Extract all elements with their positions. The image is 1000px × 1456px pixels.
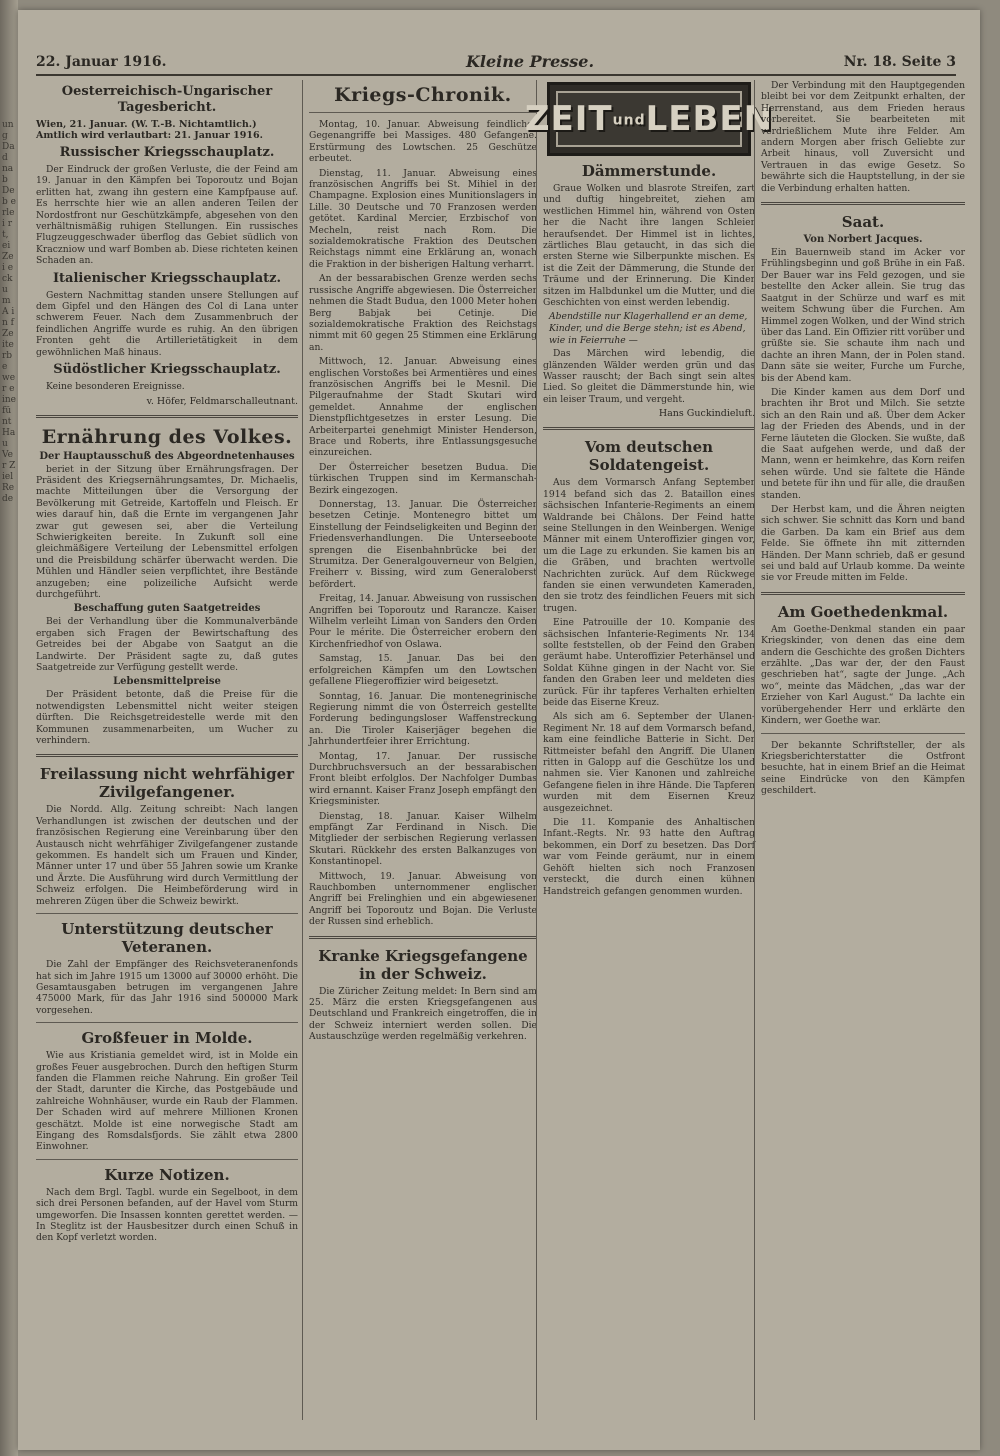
food-text: beriet in der Sitzung über Ernährungsfragen. Der Präsident des Kriegsernährungsamtes, Dr. Michaelis, machte Mitteilungen über die Versorgung der Bevölkerung mit Getreide, Kartoffeln und Fleisch. Er wies darauf hin, daß die Ernte im vergangenen Jahr zwar gut gewesen sei, aber die Verteilung Schwierigkeiten bereite. In Zukunft soll eine gleichmäßigere Verteilung der Lebensmittel erfolgen und die Preisbildung schärfer überwacht werden. Die Mühlen und Händler seien verpflichtet, ihre Bestände anzugeben; eine polizeiliche Aufsicht werde durchgeführt.: [36, 463, 298, 600]
goethe-monument-headline: Am Goethedenkmal.: [777, 602, 949, 621]
dusk-headline: Dämmerstunde.: [581, 162, 717, 180]
italian-theater-text: Gestern Nachmittag standen unsere Stellungen auf dem Gipfel und den Hängen des Col di Lana unter schwerem Feuer. Nach dem Zusammenbruch der feindlichen Angriffe wurde es ruhig. An den übrigen Fronten geht die Artillerietätigkeit in dem gewöhnlichen Maß hinaus.: [36, 289, 298, 358]
seed-headline: Saat.: [841, 213, 885, 232]
chronicle-entry: Montag, 10. Januar. Abweisung feindlicher Gegenangriffe bei Massiges. 480 Gefangene. Erstürmung des Lowtschen. 25 Geschütze erbeutet.: [309, 119, 537, 165]
chronicle-entry: Samstag, 15. Januar. Das bei den erfolgreichen Kämpfen um den Lowtschen gefallene Fliegeroffizier wird beigesetzt.: [309, 653, 537, 688]
sick-pow-headline: Kranke Kriegsgefangene in der Schweiz.: [318, 946, 528, 983]
soldier-spirit-text-3: Als sich am 6. September der Ulanen-Regiment Nr. 18 auf dem Vormarsch befand, kam eine feindliche Batterie in Sicht. Der Rittmeister befahl den Angriff. Die Ulanen ritten in Galopp auf die Geschütze los und nahmen sie. Vier Kanonen und zahlreiche Gefangene fielen in ihre Hände. Die Tapferen wurden mit dem Eisernen Kreuz ausgezeichnet.: [543, 711, 755, 814]
column-3: [524, 80, 774, 1420]
seed-author: Von Norbert Jacques.: [803, 234, 923, 246]
report-signature: v. Höfer, Feldmarschalleutnant.: [146, 395, 298, 407]
divider: [36, 415, 298, 418]
divider: [309, 112, 537, 113]
page-number: Nr. 18. Seite 3: [843, 54, 956, 70]
spine-fragment-text: ung Dad nab Deb erlei rt, ei Zei ecku m A in f Zeite rbe wer eine fünt Hau Ver Ziel Rede: [2, 120, 17, 504]
divider: [761, 202, 965, 205]
food-subheading: Der Hauptausschuß des Abgeordnetenhauses: [39, 450, 295, 462]
molde-fire-headline: Großfeuer in Molde.: [81, 1029, 253, 1048]
issue-date: 22. Januar 1916.: [36, 54, 167, 70]
masthead: [36, 52, 956, 76]
food-prices-text: Der Präsident betonte, daß die Preise für die notwendigsten Lebensmittel nicht weiter steigen dürften. Die Reichsgetreidestelle werde mit den Kommunen zusammenarbeiten, um Wucher zu verhindern.: [36, 689, 298, 747]
soldier-spirit-text-4: Die 11. Kompanie des Anhaltischen Infant.-Regts. Nr. 93 hatte den Auftrag bekommen, ein Dorf zu besetzen. Das Dorf war vom Feinde geräumt, nur in einem Gehöft hielten sich noch Franzosen versteckt, die durch einen kühnen Handstreich gefangen genommen wurden.: [543, 817, 755, 897]
soldier-spirit-headline: Vom deutschen Soldatengeist.: [584, 438, 714, 475]
southeast-theater-text: Keine besonderen Ereignisse.: [46, 381, 185, 393]
chronicle-entry: Sonntag, 16. Januar. Die montenegrinische Regierung nimmt die von Österreich gestellte Forderung bedingungsloser Waffenstreckung an. Die Tiroler Kaiserjäger begehen die Jahrhundertfeier ihrer Errichtung.: [309, 690, 537, 748]
column-4: [754, 80, 965, 1420]
short-notes-headline: Kurze Notizen.: [104, 1165, 230, 1184]
prisoner-release-text: Die Nordd. Allg. Zeitung schreibt: Nach langen Verhandlungen ist zwischen der deutschen und der französischen Regierung eine Vereinbarung über den Austausch nicht wehrfähiger Zivilgefangener zustande gekommen. Es handelt sich um Frauen und Kinder, Männer unter 17 und über 55 Jahren sowie um Kranke und Ärzte. Die Ausführung wird durch Vermittlung der Schweiz erfolgen. Die Heimbeförderung wird in mehreren Zügen über die Schweiz bewirkt.: [36, 804, 298, 907]
report-headline: Oesterreichisch-Ungarischer Tagesbericht.: [61, 84, 273, 115]
paper-title: Kleine Presse.: [466, 52, 595, 71]
seed-text-2: Die Kinder kamen aus dem Dorf und brachten ihr Brot und Milch. Sie setzte sich an den Rain und aß. Über dem Acker lag der Frieden des Abends, und in der Ferne läuteten die Glocken. Sie wußte, daß die Saat aufgehen werde, und daß der Mann, wenn er heimkehre, das Korn reifen sehen würde. Und sie faltete die Hände und betete für ihn und für alle, die draußen standen.: [761, 386, 965, 501]
short-notes-text: Nach dem Brgl. Tagbl. wurde ein Segelboot, in dem sich drei Personen befanden, auf der Havel vom Sturm umgeworfen. Die Insassen konnten gerettet werden. — In Steglitz ist der Hausbesitzer durch einen Schuß in den Kopf verletzt worden.: [36, 1186, 298, 1244]
zeit-und-leben-banner: [524, 82, 774, 156]
divider: [543, 427, 755, 430]
seed-grain-subheading: Beschaffung guten Saatgetreides: [73, 603, 261, 615]
chronicle-entry: An der bessarabischen Grenze werden sechs russische Angriffe abgewiesen. Die Österreicher nehmen die Stadt Budua, den 1000 Meter hohen Berg Babjak bei Cetinje. Die sozialdemokratische Fraktion des Reichstags nimmt mit 60 gegen 25 Stimmen eine Erklärung an.: [309, 273, 537, 353]
chronicle-entry: Montag, 17. Januar. Der russische Durchbruchsversuch an der bessarabischen Front bleibt erfolglos. Der Nachfolger Dumbas wird ernannt. Kaiser Franz Joseph empfängt den Kriegsminister.: [309, 750, 537, 808]
seed-grain-text: Bei der Verhandlung über die Kommunalverbände ergaben sich Fragen der Bewirtschaftung des Getreides bei der Abgabe von Saatgut an die Landwirte. Der Präsident sagte zu, daß gutes Saatgetreide zur Verfügung gestellt werde.: [36, 616, 298, 673]
chronicle-entry: Mittwoch, 12. Januar. Abweisung eines englischen Vorstoßes bei Armentières und eines französischen Angriffs bei le Mesnil. Die Pilgeraufnahme der Stadt Skutari wird gemeldet. Annahme der englischen Dienstpflichtgesetzes in erster Lesung. Die Arbeiterpartei genehmigt Minister Henderson, Brace und Roberts, ihre Entlassungsgesuche einzureichen.: [309, 356, 537, 459]
goethe-monument-text: Am Goethe-Denkmal standen ein paar Kriegskinder, von denen das eine dem andern die Geschichte des großen Dichters erzählte. „Das war der, der den Faust geschrieben hat“, sagte der Junge. „Ach wo“, meinte das Mädchen, „das war der Erzieher von Karl August.“ Da lachte ein vorübergehender Herr und erklärte den Kindern, wer Goethe war.: [761, 623, 965, 727]
divider: [761, 733, 965, 734]
dusk-text: Graue Wolken und blasrote Streifen, zart und duftig hingebreitet, ziehen am westlichen Himmel hin, während von Osten her die Nacht ihre langen Schleier heraufsendet. Der Himmel ist in lichtes, zärtliches Blau getaucht, in das sich die ersten Sterne wie Silberpunkte mischen. Es ist die Zeit der Dämmerung, die Stunde der Träume und der Erinnerung. Die Kinder sitzen im Halbdunkel um die Mutter, und die Geschichten von einst werden lebendig.: [543, 183, 755, 309]
chronicle-entry: Dienstag, 11. Januar. Abweisung eines französischen Angriffs bei St. Mihiel in der Champagne. Explosion eines Munitionslagers in Lille. 30 Deutsche und 70 Franzosen werden getötet. Kardinal Mercier, Erzbischof von Mecheln, reist nach Rom. Die sozialdemokratische Fraktion des Deutschen Reichstags nimmt eine Erklärung an, wonach die Fraktion in der bisherigen Haltung verharrt.: [309, 167, 537, 270]
divider: [36, 754, 298, 757]
banner-word-leben: LEBEN: [645, 99, 774, 139]
war-chronicle-headline: Kriegs-Chronik.: [334, 84, 512, 106]
banner-word-zeit: ZEIT: [524, 99, 613, 139]
chronicle-entry: Dienstag, 18. Januar. Kaiser Wilhelm empfängt Zar Ferdinand in Nisch. Die Mitglieder der serbischen Regierung verlassen Skutari. Rückkehr des ersten Balkanzuges von Konstantinopel.: [309, 810, 537, 868]
dusk-author: Hans Guckindieluft.: [658, 408, 755, 420]
veterans-text: Die Zahl der Empfänger des Reichsveteranenfonds hat sich im Jahre 1915 um 13000 auf 30000 erhöht. Die Gesamtausgaben betrugen im vergangenen Jahre 475000 Mark, für das Jahr 1916 sind 500000 Mark vorgesehen.: [36, 959, 298, 1016]
dusk-poem: Abendstille nur Klagerhallend er an deme, Kinder, und die Berge stehn; ist es Abend, wie in Feierruhe —: [549, 311, 748, 346]
molde-fire-text: Wie aus Kristiania gemeldet wird, ist in Molde ein großes Feuer ausgebrochen. Durch den heftigen Sturm fanden die Flammen reiche Nahrung. Ein großer Teil der Stadt, darunter die Kirche, das Postgebäude und zahlreiche Wohnhäuser, wurde ein Raub der Flammen. Der Schaden wird auf mehrere Millionen Kronen geschätzt. Molde ist eine norwegische Stadt am Eingang des Romsdalsfjords. Sie zählt etwa 2800 Einwohner.: [36, 1050, 298, 1153]
goethe-footer-text: Der bekannte Schriftsteller, der als Kriegsberichterstatter die Ostfront besuchte, hat in einem Brief an die Heimat seine Eindrücke von den Kämpfen geschildert.: [761, 739, 965, 797]
russian-theater-heading: Russischer Kriegsschauplatz.: [59, 145, 275, 160]
italian-theater-heading: Italienischer Kriegsschauplatz.: [52, 270, 282, 286]
continued-text: Der Verbindung mit den Hauptgegenden bleibt bei vor dem Zeitpunkt erhalten, der Herrenstand, aus dem Frieden heraus vorbereitet. Sie bearbeiteten mit verdrießlichem Mute ihre Felder. Am andern Morgen aber frisch Geliebte zur Arbeit hinaus, voll Zuversicht und Vertrauen in das ewige Gesetz. So bewährte sich die Hauptstellung, in der sie die Verbindung erhalten hatten.: [761, 80, 965, 194]
sick-pow-text: Die Züricher Zeitung meldet: In Bern sind am 25. März die ersten Kriegsgefangenen aus Deutschland und Frankreich eingetroffen, die in der Schweiz interniert werden sollen. Die Austauschzüge werden regelmäßig verkehren.: [309, 985, 537, 1043]
soldier-spirit-text-2: Eine Patrouille der 10. Kompanie des sächsischen Infanterie-Regiments Nr. 134 sollte feststellen, ob der Feind den Graben geräumt habe. Unteroffizier Peterhänsel und Soldat Kühne gingen in der Nacht vor. Sie fanden den Graben leer und meldeten dies zurück. Für ihr tapferes Verhalten erhielten beide das Eiserne Kreuz.: [543, 617, 755, 708]
prisoner-release-headline: Freilassung nicht wehrfähiger Zivilgefangener.: [39, 765, 295, 802]
seed-text-3: Der Herbst kam, und die Ähren neigten sich schwer. Sie schnitt das Korn und band die Garben. Da kam ein Brief aus dem Felde. Sie öffnete ihn mit zitternden Händen. Der Mann schrieb, daß er gesund sei und bald auf Urlaub komme. Da weinte sie vor Freude mitten im Felde.: [761, 504, 965, 584]
divider: [36, 1022, 298, 1023]
divider: [36, 913, 298, 914]
divider: [36, 1159, 298, 1160]
southeast-theater-heading: Südöstlicher Kriegsschauplatz.: [53, 362, 281, 378]
chronicle-entry: Der Österreicher besetzen Budua. Die türkischen Truppen sind im Kermanschah-Bezirk eingezogen.: [309, 461, 537, 496]
food-prices-subheading: Lebensmittelpreise: [113, 676, 221, 688]
page-spine: [0, 0, 18, 1456]
soldier-spirit-text: Aus dem Vormarsch Anfang September 1914 befand sich das 2. Bataillon eines sächsischen Infanterie-Regiments an einem Waldrande bei Châlons. Der Feind hatte seine Stellungen in den Weinbergen. Wenige Männer mit einem Unteroffizier gingen vor, um die Lage zu erkunden. Sie kamen bis an die Gräben, und brachten wertvolle Nachrichten zurück. Auf dem Rückwege fanden sie einen verwundeten Kameraden, den sie trotz des feindlichen Feuers mit sich trugen.: [543, 477, 755, 614]
veterans-headline: Unterstützung deutscher Veteranen.: [61, 920, 273, 957]
seed-text: Ein Bauernweib stand im Acker vor Frühlingsbeginn und goß Brühe in ein Faß. Der Bauer war ins Feld gezogen, und sie bestellte den Acker allein. Sie trug das Saatgut in der Schürze und warf es mit weitem Schwung über die Furchen. Am Himmel zogen Wolken, und der Wind strich über das Land. Ein Offizier ritt vorüber und grüßte sie. Sie schaute ihm nach und dachte an ihren Mann, der in Polen stand. Dann säte sie weiter, Furche um Furche, bis der Abend kam.: [761, 247, 965, 384]
food-headline: Ernährung des Volkes.: [41, 425, 293, 448]
chronicle-entry: Mittwoch, 19. Januar. Abweisung von Rauchbomben unternommener englischer Angriff bei Frelinghien und ein abgewiesener Angriff bei Toporoutz und Bojan. Die Verluste der Russen sind erheblich.: [309, 870, 537, 928]
banner-word-und: und: [612, 112, 646, 129]
dusk-text-2: Das Märchen wird lebendig, die glänzenden Wälder werden grün und das Wasser rauscht; der Bach singt sein altes Lied. So gleitet die Dämmerstunde hin, wie ein leiser Traum, und vergeht.: [543, 348, 755, 405]
divider: [761, 592, 965, 595]
chronicle-entry: Donnerstag, 13. Januar. Die Österreicher besetzen Cetinje. Montenegro bittet um Einstellung der Feindseligkeiten und Beginn der Friedensverhandlungen. Die Unterseeboote sprengen die Eisenbahnbrücke bei der Strumitza. Der Generalgouverneur von Belgien, Freiherr v. Bissing, wird zum Generaloberst befördert.: [309, 499, 537, 590]
report-dateline: Wien, 21. Januar. (W. T.-B. Nichtamtlich.) Amtlich wird verlautbart: 21. Januar 1916.: [36, 119, 263, 141]
column-2: [302, 80, 537, 1420]
chronicle-entry: Freitag, 14. Januar. Abweisung von russischen Angriffen bei Toporoutz und Rarancze. Kaiser Wilhelm verleiht Liman von Sanders den Orden Pour le mérite. Die Österreicher erobern den Kirchenfriedhof von Oslawa.: [309, 593, 537, 650]
divider: [309, 936, 537, 939]
column-1: [36, 80, 298, 1420]
russian-theater-text: Der Eindruck der großen Verluste, die der Feind am 19. Januar in den Kämpfen bei Toporoutz und Bojan erlitten hat, zwang ihn gestern eine Kampfpause auf. Es herrschte hier wie an allen anderen Teilen der Nordostfront nur Geschützkämpfe, abgesehen von den verhältnismäßig ruhigen Stellungen. Ein russisches Flugzeuggeschwader überflog das Gebiet südlich von Kraczniow und warf Bomben ab. Diese richteten keinen Schaden an.: [36, 164, 298, 267]
